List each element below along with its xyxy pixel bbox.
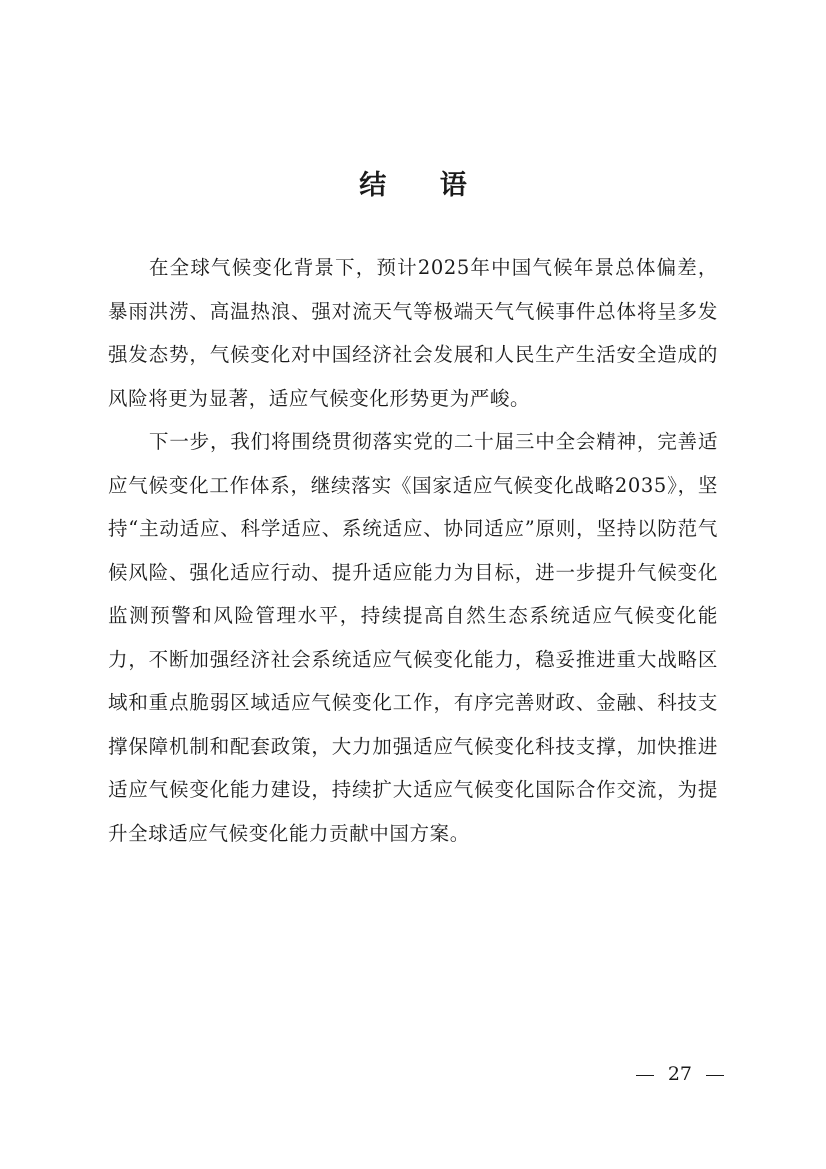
- right-dash: [706, 1075, 724, 1076]
- paragraph-2: 下一步，我们将围绕贯彻落实党的二十届三中全会精神，完善适应气候变化工作体系，继续落实《国家适应气候变化战略2035》，坚持“主动适应、科学适应、系统适应、协同适应”原则，坚持以防范气候风险、强化适应行动、提升适应能力为目标，进一步提升气候变化监测预警和风险管理水平，持续提高自然生态系统适应气候变化能力，不断加强经济社会系统适应气候变化能力，稳妥推进重大战略区域和重点脆弱区域适应气候变化工作，有序完善财政、金融、科技支撑保障机制和配套政策，大力加强适应气候变化科技支撑，加快推进适应气候变化能力建设，持续扩大适应气候变化国际合作交流，为提升全球适应气候变化能力贡献中国方案。: [108, 430, 718, 845]
- page-footer: [636, 1060, 724, 1088]
- page-title: 结 语: [359, 170, 489, 201]
- page-number: 27: [667, 1063, 692, 1085]
- left-dash: [636, 1075, 654, 1076]
- paragraph-1: 在全球气候变化背景下，预计2025年中国气候年景总体偏差，暴雨洪涝、高温热浪、强对流天气等极端天气气候事件总体将呈多发强发态势，气候变化对中国经济社会发展和人民生产生活安全造成的风险将更为显著，适应气候变化形势更为严峻。: [108, 256, 718, 410]
- body-text: [108, 246, 718, 855]
